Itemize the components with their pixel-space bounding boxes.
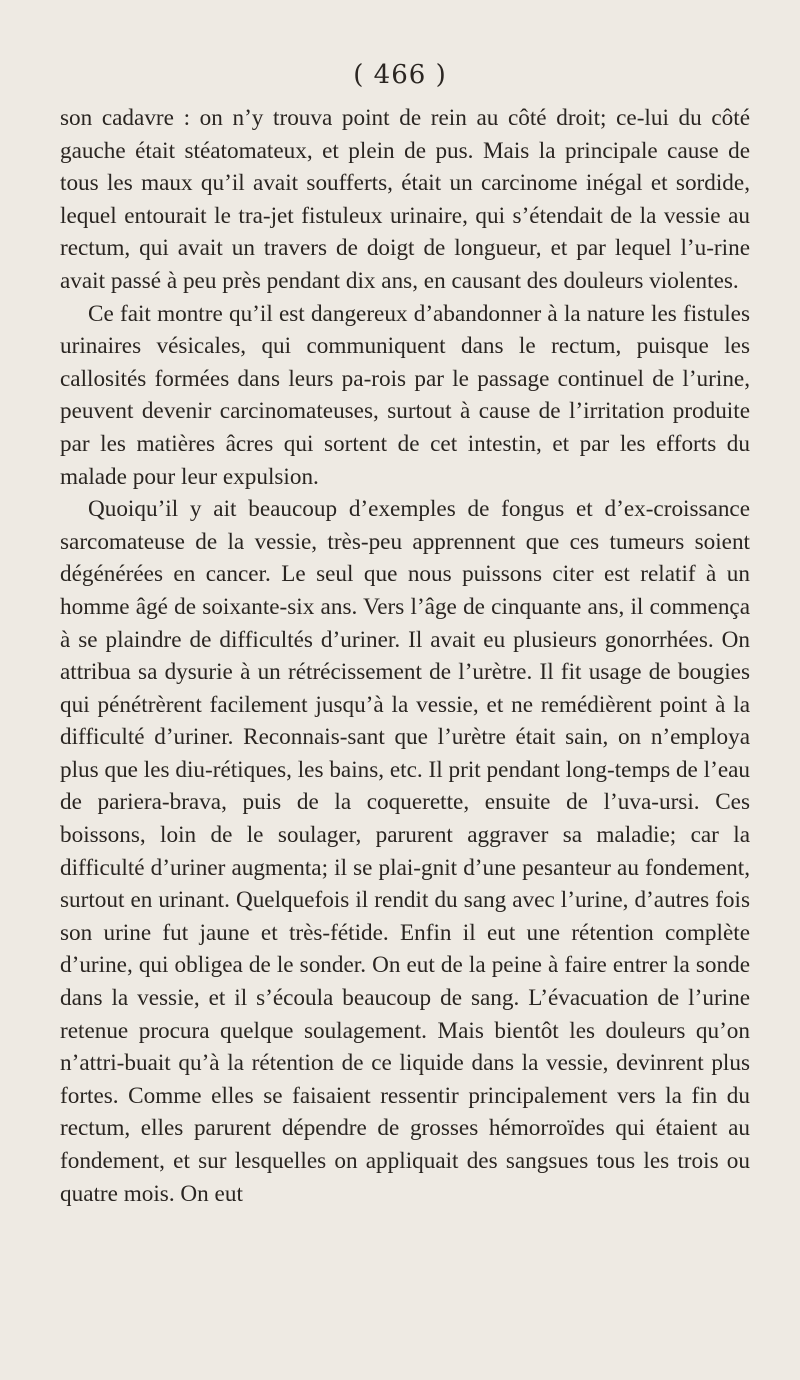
body-text	[60, 102, 750, 1210]
paragraph-continued: son cadavre : on n’y trouva point de rein au côté droit; ce-lui du côté gauche était stéatomateux, et plein de pus. Mais la principale cause de tous les maux qu’il avait soufferts, était un carcinome inégal et sordide, lequel entourait le tra-jet fistuleux urinaire, qui s’étendait de la vessie au rectum, qui avait un travers de doigt de longueur, et par lequel l’u-rine avait passé à peu près pendant dix ans, en causant des douleurs violentes.	[60, 105, 750, 294]
paragraph-fistula-conclusion: Ce fait montre qu’il est dangereux d’abandonner à la nature les fistules urinaires vésicales, qui communiquent dans le rectum, puisque les callosités formées dans leurs pa-rois par le passage continuel de l’urine, peuvent devenir carcinomateuses, surtout à cause de l’irritation produite par les matières âcres qui sortent de cet intestin, et par les efforts du malade pour leur expulsion.	[60, 300, 750, 490]
paragraph-case-report: Quoiqu’il y ait beaucoup d’exemples de fongus et d’ex-croissance sarcomateuse de la vessie, très-peu apprennent que ces tumeurs soient dégénérées en cancer. Le seul que nous puissons citer est relatif à un homme âgé de soixante-six ans. Vers l’âge de cinquante ans, il commença à se plaindre de difficultés d’uriner. Il avait eu plusieurs gonorrhées. On attribua sa dysurie à un rétrécissement de l’urètre. Il fit usage de bougies qui pénétrèrent facilement jusqu’à la vessie, et ne remédièrent point à la difficulté d’uriner. Reconnais-sant que l’urètre était sain, on n’employa plus que les diu-rétiques, les bains, etc. Il prit pendant long-temps de l’eau de pariera-brava, puis de la coquerette, ensuite de l’uva-ursi. Ces boissons, loin de le soulager, parurent aggraver sa maladie; car la difficulté d’uriner augmenta; il se plai-gnit d’une pesanteur au fondement, surtout en urinant. Quelquefois il rendit du sang avec l’urine, d’autres fois son urine fut jaune et très-fétide. Enfin il eut une rétention complète d’urine, qui obligea de le sonder. On eut de la peine à faire entrer la sonde dans la vessie, et il s’écoula beaucoup de sang. L’évacuation de l’urine retenue procura quelque soulagement. Mais bientôt les douleurs qu’on n’attri-buait qu’à la rétention de ce liquide dans la vessie, devinrent plus fortes. Comme elles se faisaient ressentir principalement vers la fin du rectum, elles parurent dépendre de grosses hémorroïdes qui étaient au fondement, et sur lesquelles on appliquait des sangsues tous les trois ou quatre mois. On eut	[60, 496, 750, 1207]
page-number: ( 466 )	[353, 60, 447, 90]
